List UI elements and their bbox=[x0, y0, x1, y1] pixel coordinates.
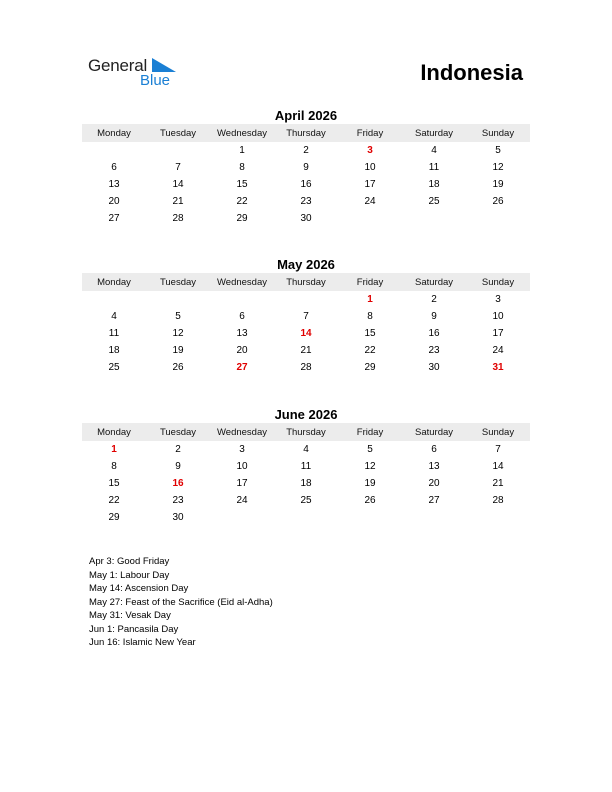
holiday-day-cell: 31 bbox=[492, 362, 504, 373]
day-cell: 21 bbox=[300, 345, 312, 356]
day-cell: 3 bbox=[495, 294, 501, 305]
holiday-day-cell: 16 bbox=[172, 478, 184, 489]
weekday-label: Monday bbox=[97, 276, 131, 288]
day-cell: 2 bbox=[303, 145, 309, 156]
month-title: April 2026 bbox=[274, 108, 338, 123]
holiday-day-cell: 27 bbox=[236, 362, 248, 373]
week-row bbox=[82, 492, 530, 509]
day-cell: 9 bbox=[431, 311, 437, 322]
day-cell: 15 bbox=[364, 328, 376, 339]
holiday-list-item: Jun 16: Islamic New Year bbox=[89, 637, 196, 648]
week-row bbox=[82, 176, 530, 193]
day-cell: 9 bbox=[303, 162, 309, 173]
day-cell: 27 bbox=[108, 213, 120, 224]
day-cell: 5 bbox=[367, 444, 373, 455]
day-cell: 18 bbox=[428, 179, 440, 190]
day-cell: 21 bbox=[172, 196, 184, 207]
day-cell: 11 bbox=[108, 328, 120, 339]
day-cell: 13 bbox=[428, 461, 440, 472]
day-cell: 20 bbox=[236, 345, 248, 356]
day-cell: 10 bbox=[236, 461, 248, 472]
day-cell: 17 bbox=[364, 179, 376, 190]
week-row bbox=[82, 441, 530, 458]
day-cell: 25 bbox=[108, 362, 120, 373]
week-row bbox=[82, 458, 530, 475]
day-cell: 30 bbox=[300, 213, 312, 224]
weekday-label: Wednesday bbox=[217, 127, 267, 139]
day-cell: 27 bbox=[428, 495, 440, 506]
day-cell: 25 bbox=[428, 196, 440, 207]
day-cell: 28 bbox=[300, 362, 312, 373]
day-cell: 21 bbox=[492, 478, 504, 489]
day-cell: 14 bbox=[172, 179, 184, 190]
weekday-label: Monday bbox=[97, 127, 131, 139]
weekday-label: Thursday bbox=[286, 276, 326, 288]
holiday-day-cell: 1 bbox=[111, 444, 117, 455]
logo bbox=[88, 56, 188, 92]
weekday-label: Sunday bbox=[481, 426, 515, 438]
day-cell: 11 bbox=[428, 162, 440, 173]
day-cell: 2 bbox=[431, 294, 437, 305]
day-cell: 23 bbox=[172, 495, 184, 506]
weekday-header bbox=[82, 124, 530, 142]
weekday-label: Sunday bbox=[481, 276, 515, 288]
day-cell: 19 bbox=[172, 345, 184, 356]
week-row bbox=[82, 210, 530, 227]
day-cell: 4 bbox=[431, 145, 437, 156]
logo-general-text: General bbox=[88, 56, 148, 75]
month-april bbox=[82, 107, 530, 227]
day-cell: 18 bbox=[108, 345, 120, 356]
day-cell: 24 bbox=[492, 345, 504, 356]
country-title: Indonesia bbox=[420, 60, 523, 85]
holiday-day-cell: 1 bbox=[367, 294, 373, 305]
day-cell: 12 bbox=[172, 328, 184, 339]
day-cell: 28 bbox=[492, 495, 504, 506]
week-row bbox=[82, 359, 530, 376]
holiday-list-item: May 1: Labour Day bbox=[89, 569, 170, 581]
day-cell: 20 bbox=[428, 478, 440, 489]
month-title: June 2026 bbox=[274, 407, 338, 422]
holiday-day-cell: 3 bbox=[367, 145, 373, 156]
weekday-header bbox=[82, 423, 530, 441]
day-cell: 29 bbox=[364, 362, 376, 373]
logo-triangle-icon bbox=[152, 58, 176, 72]
holiday-list-item: Apr 3: Good Friday bbox=[89, 556, 170, 567]
day-cell: 23 bbox=[428, 345, 440, 356]
holiday-list-item: May 27: Feast of the Sacrifice (Eid al-Adha) bbox=[89, 596, 273, 608]
day-cell: 22 bbox=[108, 495, 120, 506]
day-cell: 24 bbox=[236, 495, 248, 506]
weekday-label: Friday bbox=[356, 426, 384, 438]
weekday-label: Thursday bbox=[286, 426, 326, 438]
day-cell: 15 bbox=[236, 179, 248, 190]
day-cell: 9 bbox=[175, 461, 181, 472]
day-cell: 2 bbox=[175, 444, 181, 455]
day-cell: 11 bbox=[300, 461, 312, 472]
week-row bbox=[82, 193, 530, 210]
weekday-label: Thursday bbox=[286, 127, 326, 139]
day-cell: 26 bbox=[172, 362, 184, 373]
day-cell: 24 bbox=[364, 196, 376, 207]
day-cell: 26 bbox=[492, 196, 504, 207]
day-cell: 25 bbox=[300, 495, 312, 506]
day-cell: 8 bbox=[367, 311, 373, 322]
day-cell: 16 bbox=[300, 179, 312, 190]
day-cell: 3 bbox=[239, 444, 245, 455]
holiday-list-item: May 14: Ascension Day bbox=[89, 583, 189, 594]
week-row bbox=[82, 342, 530, 359]
weekday-label: Saturday bbox=[414, 127, 454, 139]
week-row bbox=[82, 325, 530, 342]
day-cell: 4 bbox=[111, 311, 117, 322]
day-cell: 8 bbox=[111, 461, 117, 472]
day-cell: 8 bbox=[239, 162, 245, 173]
day-cell: 22 bbox=[364, 345, 376, 356]
day-cell: 28 bbox=[172, 213, 184, 224]
holiday-list-item: Jun 1: Pancasila Day bbox=[89, 623, 179, 635]
day-cell: 7 bbox=[303, 311, 309, 322]
weekday-label: Sunday bbox=[481, 127, 515, 139]
weekday-label: Monday bbox=[97, 426, 131, 438]
day-cell: 13 bbox=[236, 328, 248, 339]
day-cell: 19 bbox=[492, 179, 504, 190]
day-cell: 26 bbox=[364, 495, 376, 506]
weekday-label: Wednesday bbox=[217, 426, 267, 438]
day-cell: 12 bbox=[364, 461, 376, 472]
day-cell: 14 bbox=[492, 461, 504, 472]
day-cell: 22 bbox=[236, 196, 248, 207]
day-cell: 30 bbox=[172, 512, 184, 523]
holiday-list-item: May 31: Vesak Day bbox=[89, 610, 171, 621]
day-cell: 30 bbox=[428, 362, 440, 373]
logo-blue-text: Blue bbox=[140, 72, 171, 89]
weekday-label: Friday bbox=[356, 127, 384, 139]
week-row bbox=[82, 509, 530, 526]
day-cell: 6 bbox=[239, 311, 245, 322]
week-row bbox=[82, 142, 530, 159]
day-cell: 18 bbox=[300, 478, 312, 489]
day-cell: 19 bbox=[364, 478, 376, 489]
day-cell: 17 bbox=[236, 478, 248, 489]
day-cell: 16 bbox=[428, 328, 440, 339]
day-cell: 5 bbox=[495, 145, 501, 156]
day-cell: 23 bbox=[300, 196, 312, 207]
month-may bbox=[82, 256, 530, 376]
holiday-day-cell: 14 bbox=[300, 328, 312, 339]
holiday-list bbox=[89, 555, 273, 650]
day-cell: 15 bbox=[108, 478, 120, 489]
day-cell: 12 bbox=[492, 162, 504, 173]
day-cell: 29 bbox=[236, 213, 248, 224]
day-cell: 7 bbox=[175, 162, 181, 173]
month-june bbox=[82, 406, 530, 526]
day-cell: 13 bbox=[108, 179, 120, 190]
day-cell: 17 bbox=[492, 328, 504, 339]
day-cell: 7 bbox=[495, 444, 501, 455]
month-title: May 2026 bbox=[277, 257, 335, 272]
day-cell: 4 bbox=[303, 444, 309, 455]
week-row bbox=[82, 475, 530, 492]
weekday-label: Tuesday bbox=[159, 276, 197, 288]
day-cell: 6 bbox=[111, 162, 117, 173]
day-cell: 1 bbox=[239, 145, 245, 156]
weekday-label: Saturday bbox=[414, 426, 454, 438]
week-row bbox=[82, 159, 530, 176]
day-cell: 5 bbox=[175, 311, 181, 322]
day-cell: 10 bbox=[492, 311, 504, 322]
day-cell: 10 bbox=[364, 162, 376, 173]
week-row bbox=[82, 308, 530, 325]
weekday-label: Tuesday bbox=[159, 127, 197, 139]
week-row bbox=[82, 291, 530, 308]
day-cell: 6 bbox=[431, 444, 437, 455]
weekday-header bbox=[82, 273, 530, 291]
weekday-label: Saturday bbox=[414, 276, 454, 288]
day-cell: 20 bbox=[108, 196, 120, 207]
weekday-label: Tuesday bbox=[159, 426, 197, 438]
weekday-label: Wednesday bbox=[217, 276, 267, 288]
weekday-label: Friday bbox=[356, 276, 384, 288]
day-cell: 29 bbox=[108, 512, 120, 523]
